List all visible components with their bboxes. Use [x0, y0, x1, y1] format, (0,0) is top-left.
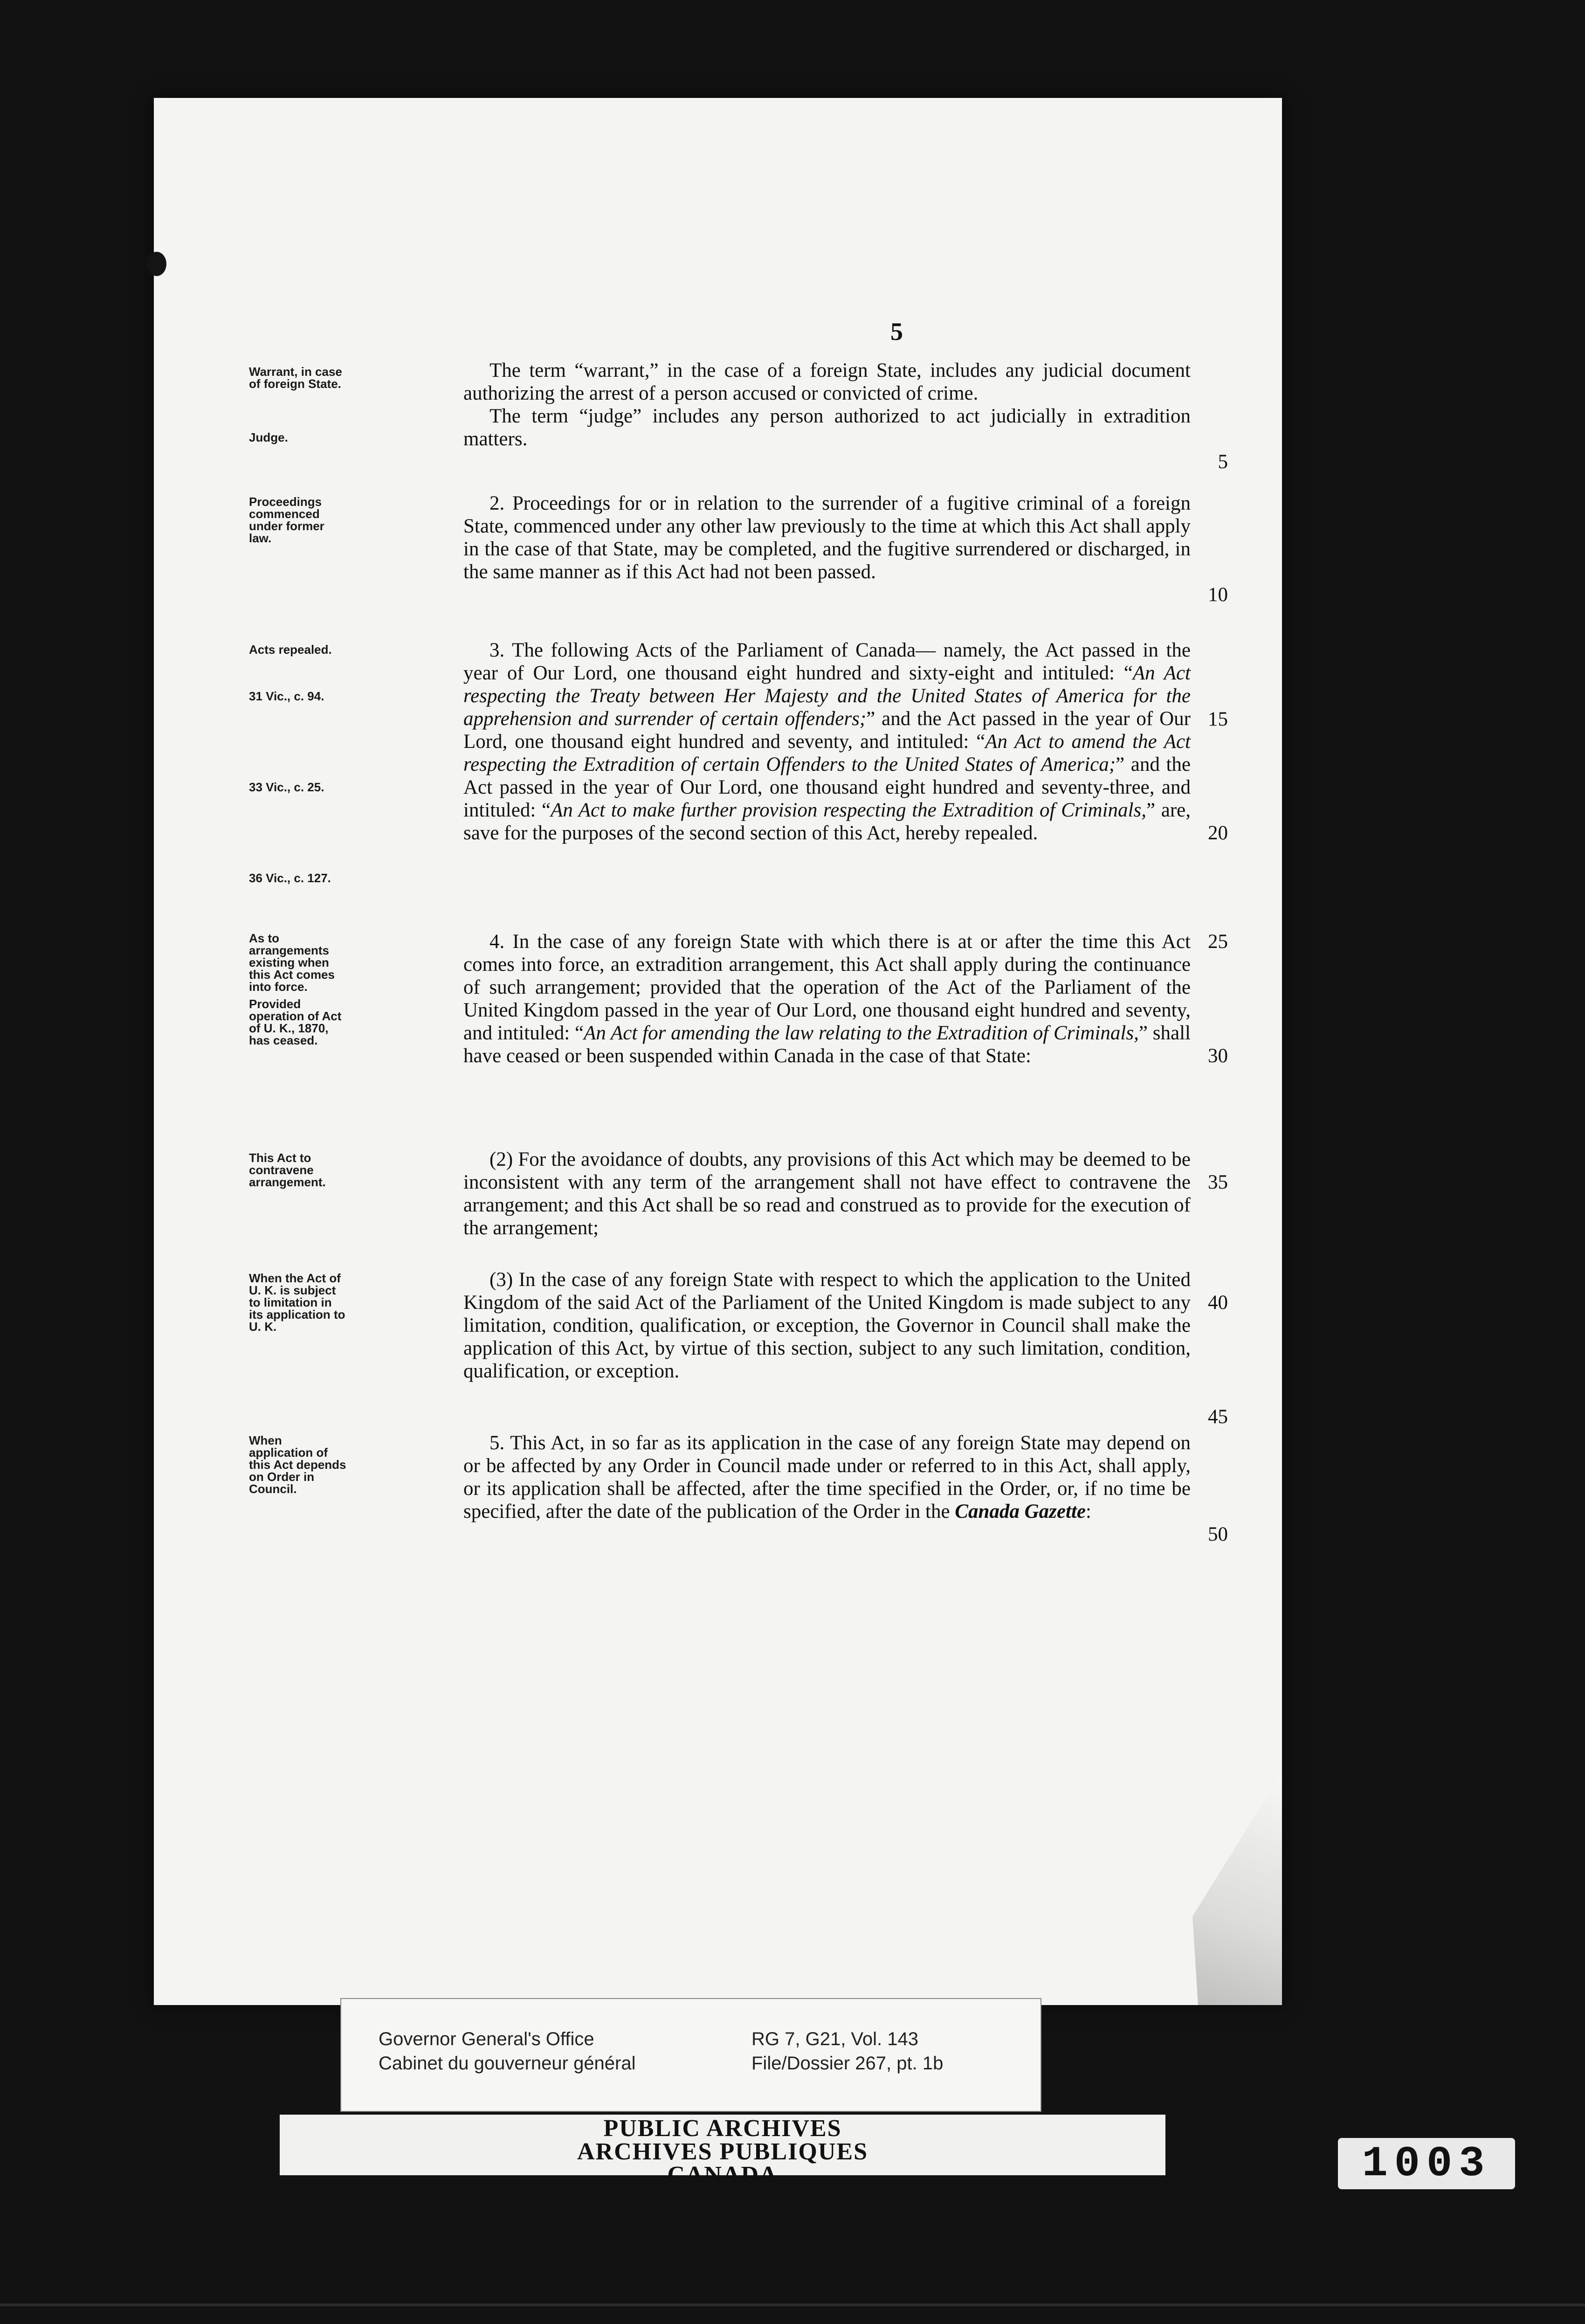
stamp-line-2: ARCHIVES PUBLIQUES [577, 2138, 868, 2165]
margin-note-uk-act: When the Act of U. K. is subject to limitation in its application to U. K. [249, 1271, 345, 1334]
margin-note-arrangements: As to arrangements existing when this Act comes into force. [249, 931, 335, 994]
record-group: RG 7, G21, Vol. 143 [751, 2029, 918, 2049]
section-4-2-text: (2) For the avoidance of doubts, any provisions of this Act which may be deemed to be inconsistent with any term of the arrangement shall not have effect to contravene the arrangement; and this Act shall be so read and construed as to provide for the execution of the arrangement; [463, 1148, 1191, 1239]
section-4 [249, 930, 1228, 1067]
section-2 [249, 492, 1228, 606]
line-number: 35 [1208, 1171, 1228, 1193]
microfilm-frame-number: 1003 [1338, 2138, 1515, 2189]
section-2-text: 2. Proceedings for or in relation to the surrender of a fugitive criminal of a foreign State, commenced under any other law previously to the time at which this Act shall apply in the case of that State, may be completed, and the fugitive surrendered or discharged, in the same manner as if this Act had not been passed. [463, 492, 1191, 583]
margin-note-proceedings: Proceedings commenced under former law. [249, 495, 324, 545]
line-number: 10 [1208, 584, 1228, 606]
section-5-text: 5. This Act, in so far as its application in the case of any foreign State may depend on or be affected by any Order in Council made under or referred to in this Act, shall apply, or its application shall be affected, after the time specified in the Order, or, if no time be specified, after the date of the publication of the Order in the Canada Gazette: [463, 1432, 1191, 1522]
stamp-line-1: PUBLIC ARCHIVES [603, 2115, 842, 2142]
judge-definition: The term “judge” includes any person authorized to act judicially in extradition matters. [463, 405, 1191, 450]
line-number: 25 [1208, 931, 1228, 953]
archives-stamp [280, 2117, 1165, 2187]
section-3 [249, 639, 1228, 885]
line-number: 5 [1218, 451, 1228, 473]
margin-note-warrant: Warrant, in case of foreign State. [249, 365, 342, 391]
margin-note-provided-operation: Provided operation of Act of U. K., 1870, has ceased. [249, 997, 342, 1047]
section-5 [249, 1432, 1228, 1545]
margin-note-36-vic: 36 Vic., c. 127. [249, 871, 331, 885]
file-reference: File/Dossier 267, pt. 1b [751, 2053, 944, 2074]
definitions-section [249, 359, 1228, 473]
section-3-text: 3. The following Acts of the Parliament of Canada— namely, the Act passed in the year of Our Lord, one thousand eight hundred and sixty-eight and intituled: “An Act respecting the Treaty between Her Majesty and the United States of America for the apprehension and surrender of certain offenders;” and the Act passed in the year of Our Lord, one thousand eight hundred and seventy, and intituled: “An Act to amend the Act respecting the Extradition of certain Offenders to the United States of America;” and the Act passed in the year of Our Lord, one thousand eight hundred and seventy-three, and intituled: “An Act to make further provision respecting the Extradition of Criminals,” are, save for the purposes of the second section of this Act, hereby repealed. [463, 639, 1191, 844]
section-4-2 [249, 1148, 1228, 1239]
section-4-3-text: (3) In the case of any foreign State with respect to which the application to the United Kingdom of the said Act of the Parliament of the United Kingdom is made subject to any limitation, condition, qualification, or exception, the Governor in Council shall make the application of this Act, by virtue of this section, subject to any such limitation, condition, qualification, or exception. [463, 1269, 1191, 1382]
margin-note-33-vic: 33 Vic., c. 25. [249, 780, 324, 794]
line-number: 40 [1208, 1292, 1228, 1314]
line-number: 15 [1208, 708, 1228, 730]
line-number: 20 [1208, 822, 1228, 844]
margin-note-order-in-council: When application of this Act depends on Order in Council. [249, 1433, 346, 1496]
office-english: Governor General's Office [379, 2029, 594, 2049]
line-number: 30 [1208, 1045, 1228, 1067]
margin-note-acts-repealed: Acts repealed. [249, 643, 332, 657]
margin-note-contravene: This Act to contravene arrangement. [249, 1151, 326, 1189]
office-french: Cabinet du gouverneur général [379, 2053, 636, 2074]
folded-corner [1170, 1772, 1282, 2005]
archive-label [340, 1998, 1041, 2112]
margin-note-judge: Judge. [249, 430, 288, 444]
page-number: 5 [890, 318, 903, 346]
bottom-rule [0, 2303, 1585, 2306]
document-page [154, 98, 1282, 2005]
margin-note-31-vic: 31 Vic., c. 94. [249, 689, 324, 703]
warrant-definition: The term “warrant,” in the case of a foreign State, includes any judicial document authorizing the arrest of a person accused or convicted of crime. [463, 360, 1191, 404]
section-4-text: 4. In the case of any foreign State with which there is at or after the time this Act comes into force, an extradition arrangement, this Act shall apply during the continuance of such arrangement; provided that the operation of the Act of the Parliament of the United Kingdom passed in the year of Our Lord, one thousand eight hundred and seventy, and intituled: “An Act for amending the law relating to the Extradition of Criminals,” shall have ceased or been suspended within Canada in the case of that State: [463, 931, 1191, 1067]
stamp-line-3: CANADA [667, 2162, 778, 2188]
line-number: 45 [1208, 1406, 1228, 1428]
section-4-3 [249, 1268, 1228, 1428]
line-number: 50 [1208, 1523, 1228, 1545]
